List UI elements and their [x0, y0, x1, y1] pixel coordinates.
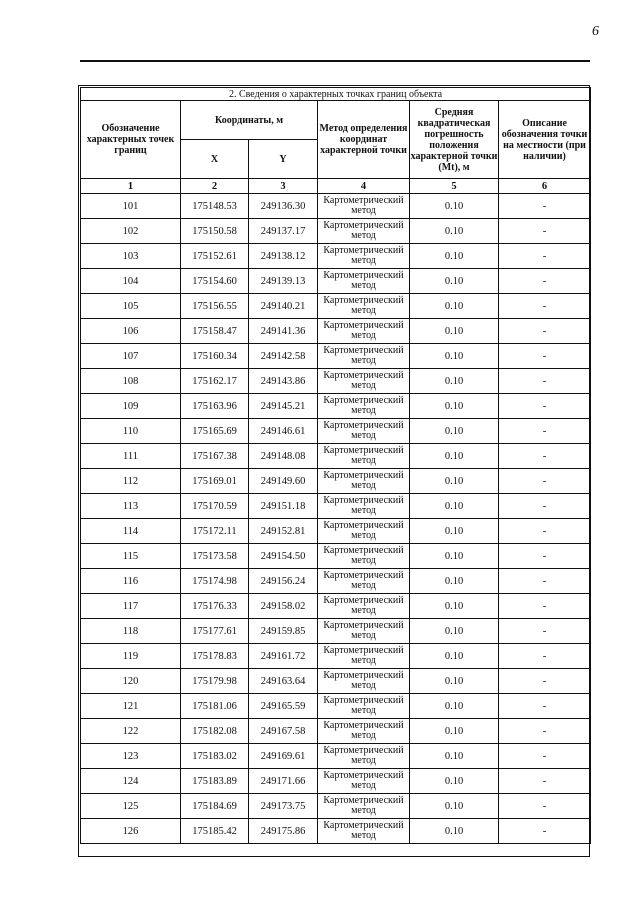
- table-row: [81, 494, 591, 519]
- table-body: [81, 194, 591, 844]
- point-number-cell: 104: [81, 269, 181, 294]
- x-coordinate-cell: 175179.98: [181, 669, 249, 694]
- point-number-cell: 109: [81, 394, 181, 419]
- point-number-cell: 119: [81, 644, 181, 669]
- description-cell: -: [499, 794, 591, 819]
- point-number-cell: 107: [81, 344, 181, 369]
- method-cell: Картометрический метод: [318, 219, 410, 244]
- y-coordinate-cell: 249151.18: [249, 494, 318, 519]
- point-number-cell: 108: [81, 369, 181, 394]
- point-number-cell: 126: [81, 819, 181, 844]
- accuracy-cell: 0.10: [410, 719, 499, 744]
- accuracy-cell: 0.10: [410, 394, 499, 419]
- table-row: [81, 819, 591, 844]
- table-row: [81, 669, 591, 694]
- y-coordinate-cell: 249165.59: [249, 694, 318, 719]
- description-cell: -: [499, 619, 591, 644]
- x-coordinate-cell: 175172.11: [181, 519, 249, 544]
- y-coordinate-cell: 249161.72: [249, 644, 318, 669]
- point-number-cell: 105: [81, 294, 181, 319]
- description-cell: -: [499, 469, 591, 494]
- point-number-cell: 112: [81, 469, 181, 494]
- table-row: [81, 594, 591, 619]
- x-coordinate-cell: 175152.61: [181, 244, 249, 269]
- table-row: [81, 644, 591, 669]
- method-cell: Картометрический метод: [318, 294, 410, 319]
- accuracy-cell: 0.10: [410, 769, 499, 794]
- x-coordinate-cell: 175177.61: [181, 619, 249, 644]
- x-coordinate-cell: 175173.58: [181, 544, 249, 569]
- header-coordinates: Координаты, м: [181, 101, 318, 140]
- accuracy-cell: 0.10: [410, 619, 499, 644]
- table-row: [81, 194, 591, 219]
- header-accuracy: Средняя квадратическая погрешность положения характерной точки (Mt), м: [410, 101, 499, 179]
- accuracy-cell: 0.10: [410, 344, 499, 369]
- method-cell: Картометрический метод: [318, 194, 410, 219]
- description-cell: -: [499, 294, 591, 319]
- accuracy-cell: 0.10: [410, 744, 499, 769]
- description-cell: -: [499, 819, 591, 844]
- method-cell: Картометрический метод: [318, 544, 410, 569]
- y-coordinate-cell: 249136.30: [249, 194, 318, 219]
- column-number: 3: [249, 179, 318, 194]
- y-coordinate-cell: 249169.61: [249, 744, 318, 769]
- description-cell: -: [499, 569, 591, 594]
- table-row: [81, 419, 591, 444]
- x-coordinate-cell: 175183.02: [181, 744, 249, 769]
- method-cell: Картометрический метод: [318, 244, 410, 269]
- table-row: [81, 244, 591, 269]
- description-cell: -: [499, 269, 591, 294]
- table-row: [81, 269, 591, 294]
- point-number-cell: 113: [81, 494, 181, 519]
- accuracy-cell: 0.10: [410, 544, 499, 569]
- table-row: [81, 219, 591, 244]
- table-row: [81, 794, 591, 819]
- description-cell: -: [499, 369, 591, 394]
- description-cell: -: [499, 494, 591, 519]
- table-row: [81, 319, 591, 344]
- y-coordinate-cell: 249148.08: [249, 444, 318, 469]
- description-cell: -: [499, 519, 591, 544]
- method-cell: Картометрический метод: [318, 519, 410, 544]
- y-coordinate-cell: 249146.61: [249, 419, 318, 444]
- x-coordinate-cell: 175167.38: [181, 444, 249, 469]
- y-coordinate-cell: 249141.36: [249, 319, 318, 344]
- method-cell: Картометрический метод: [318, 594, 410, 619]
- point-number-cell: 122: [81, 719, 181, 744]
- method-cell: Картометрический метод: [318, 444, 410, 469]
- method-cell: Картометрический метод: [318, 744, 410, 769]
- characteristic-points-table: [80, 87, 591, 844]
- description-cell: -: [499, 644, 591, 669]
- table-row: [81, 569, 591, 594]
- x-coordinate-cell: 175182.08: [181, 719, 249, 744]
- description-cell: -: [499, 419, 591, 444]
- y-coordinate-cell: 249149.60: [249, 469, 318, 494]
- column-number: 4: [318, 179, 410, 194]
- method-cell: Картометрический метод: [318, 469, 410, 494]
- accuracy-cell: 0.10: [410, 694, 499, 719]
- header-x: X: [181, 140, 249, 179]
- table-row: [81, 394, 591, 419]
- y-coordinate-cell: 249171.66: [249, 769, 318, 794]
- point-number-cell: 120: [81, 669, 181, 694]
- x-coordinate-cell: 175184.69: [181, 794, 249, 819]
- table-row: [81, 544, 591, 569]
- description-cell: -: [499, 769, 591, 794]
- point-number-cell: 110: [81, 419, 181, 444]
- table-row: [81, 519, 591, 544]
- column-number: 2: [181, 179, 249, 194]
- point-number-cell: 115: [81, 544, 181, 569]
- table-row: [81, 769, 591, 794]
- header-y: Y: [249, 140, 318, 179]
- point-number-cell: 124: [81, 769, 181, 794]
- accuracy-cell: 0.10: [410, 419, 499, 444]
- method-cell: Картометрический метод: [318, 369, 410, 394]
- header-method: Метод определения координат характерной точки: [318, 101, 410, 179]
- y-coordinate-cell: 249139.13: [249, 269, 318, 294]
- point-number-cell: 111: [81, 444, 181, 469]
- page-number: 6: [592, 24, 599, 39]
- point-number-cell: 114: [81, 519, 181, 544]
- method-cell: Картометрический метод: [318, 269, 410, 294]
- accuracy-cell: 0.10: [410, 194, 499, 219]
- y-coordinate-cell: 249175.86: [249, 819, 318, 844]
- description-cell: -: [499, 394, 591, 419]
- y-coordinate-cell: 249142.58: [249, 344, 318, 369]
- table-row: [81, 744, 591, 769]
- y-coordinate-cell: 249163.64: [249, 669, 318, 694]
- accuracy-cell: 0.10: [410, 494, 499, 519]
- method-cell: Картометрический метод: [318, 319, 410, 344]
- description-cell: -: [499, 719, 591, 744]
- method-cell: Картометрический метод: [318, 644, 410, 669]
- method-cell: Картометрический метод: [318, 794, 410, 819]
- y-coordinate-cell: 249152.81: [249, 519, 318, 544]
- x-coordinate-cell: 175183.89: [181, 769, 249, 794]
- y-coordinate-cell: 249143.86: [249, 369, 318, 394]
- y-coordinate-cell: 249158.02: [249, 594, 318, 619]
- table-row: [81, 294, 591, 319]
- accuracy-cell: 0.10: [410, 594, 499, 619]
- x-coordinate-cell: 175181.06: [181, 694, 249, 719]
- x-coordinate-cell: 175150.58: [181, 219, 249, 244]
- description-cell: -: [499, 444, 591, 469]
- method-cell: Картометрический метод: [318, 394, 410, 419]
- table-caption: 2. Сведения о характерных точках границ объекта: [81, 88, 591, 101]
- column-number: 5: [410, 179, 499, 194]
- point-number-cell: 116: [81, 569, 181, 594]
- description-cell: -: [499, 669, 591, 694]
- x-coordinate-cell: 175174.98: [181, 569, 249, 594]
- table-row: [81, 344, 591, 369]
- x-coordinate-cell: 175176.33: [181, 594, 249, 619]
- point-number-cell: 103: [81, 244, 181, 269]
- description-cell: -: [499, 744, 591, 769]
- x-coordinate-cell: 175185.42: [181, 819, 249, 844]
- description-cell: -: [499, 344, 591, 369]
- x-coordinate-cell: 175170.59: [181, 494, 249, 519]
- y-coordinate-cell: 249154.50: [249, 544, 318, 569]
- point-number-cell: 121: [81, 694, 181, 719]
- x-coordinate-cell: 175165.69: [181, 419, 249, 444]
- accuracy-cell: 0.10: [410, 644, 499, 669]
- top-rule: [80, 60, 590, 62]
- point-number-cell: 118: [81, 619, 181, 644]
- table-row: [81, 469, 591, 494]
- accuracy-cell: 0.10: [410, 244, 499, 269]
- point-number-cell: 106: [81, 319, 181, 344]
- accuracy-cell: 0.10: [410, 469, 499, 494]
- point-number-cell: 125: [81, 794, 181, 819]
- point-number-cell: 123: [81, 744, 181, 769]
- method-cell: Картометрический метод: [318, 619, 410, 644]
- accuracy-cell: 0.10: [410, 794, 499, 819]
- table-row: [81, 444, 591, 469]
- y-coordinate-cell: 249156.24: [249, 569, 318, 594]
- header-description: Описание обозначения точки на местности (при наличии): [499, 101, 591, 179]
- x-coordinate-cell: 175178.83: [181, 644, 249, 669]
- accuracy-cell: 0.10: [410, 669, 499, 694]
- x-coordinate-cell: 175169.01: [181, 469, 249, 494]
- table-row: [81, 369, 591, 394]
- method-cell: Картометрический метод: [318, 569, 410, 594]
- y-coordinate-cell: 249173.75: [249, 794, 318, 819]
- accuracy-cell: 0.10: [410, 219, 499, 244]
- method-cell: Картометрический метод: [318, 494, 410, 519]
- method-cell: Картометрический метод: [318, 419, 410, 444]
- accuracy-cell: 0.10: [410, 444, 499, 469]
- description-cell: -: [499, 219, 591, 244]
- accuracy-cell: 0.10: [410, 369, 499, 394]
- method-cell: Картометрический метод: [318, 819, 410, 844]
- x-coordinate-cell: 175156.55: [181, 294, 249, 319]
- y-coordinate-cell: 249140.21: [249, 294, 318, 319]
- x-coordinate-cell: 175154.60: [181, 269, 249, 294]
- description-cell: -: [499, 244, 591, 269]
- method-cell: Картометрический метод: [318, 669, 410, 694]
- x-coordinate-cell: 175148.53: [181, 194, 249, 219]
- x-coordinate-cell: 175160.34: [181, 344, 249, 369]
- column-number: 1: [81, 179, 181, 194]
- method-cell: Картометрический метод: [318, 719, 410, 744]
- accuracy-cell: 0.10: [410, 819, 499, 844]
- table-row: [81, 619, 591, 644]
- x-coordinate-cell: 175158.47: [181, 319, 249, 344]
- point-number-cell: 102: [81, 219, 181, 244]
- point-number-cell: 101: [81, 194, 181, 219]
- method-cell: Картометрический метод: [318, 694, 410, 719]
- table-row: [81, 694, 591, 719]
- description-cell: -: [499, 694, 591, 719]
- x-coordinate-cell: 175163.96: [181, 394, 249, 419]
- accuracy-cell: 0.10: [410, 269, 499, 294]
- table-row: [81, 719, 591, 744]
- accuracy-cell: 0.10: [410, 569, 499, 594]
- y-coordinate-cell: 249145.21: [249, 394, 318, 419]
- method-cell: Картометрический метод: [318, 769, 410, 794]
- column-number: 6: [499, 179, 591, 194]
- description-cell: -: [499, 194, 591, 219]
- accuracy-cell: 0.10: [410, 294, 499, 319]
- accuracy-cell: 0.10: [410, 319, 499, 344]
- accuracy-cell: 0.10: [410, 519, 499, 544]
- description-cell: -: [499, 544, 591, 569]
- description-cell: -: [499, 594, 591, 619]
- header-point-label: Обозначение характерных точек границ: [81, 101, 181, 179]
- y-coordinate-cell: 249167.58: [249, 719, 318, 744]
- point-number-cell: 117: [81, 594, 181, 619]
- method-cell: Картометрический метод: [318, 344, 410, 369]
- y-coordinate-cell: 249159.85: [249, 619, 318, 644]
- x-coordinate-cell: 175162.17: [181, 369, 249, 394]
- y-coordinate-cell: 249137.17: [249, 219, 318, 244]
- description-cell: -: [499, 319, 591, 344]
- y-coordinate-cell: 249138.12: [249, 244, 318, 269]
